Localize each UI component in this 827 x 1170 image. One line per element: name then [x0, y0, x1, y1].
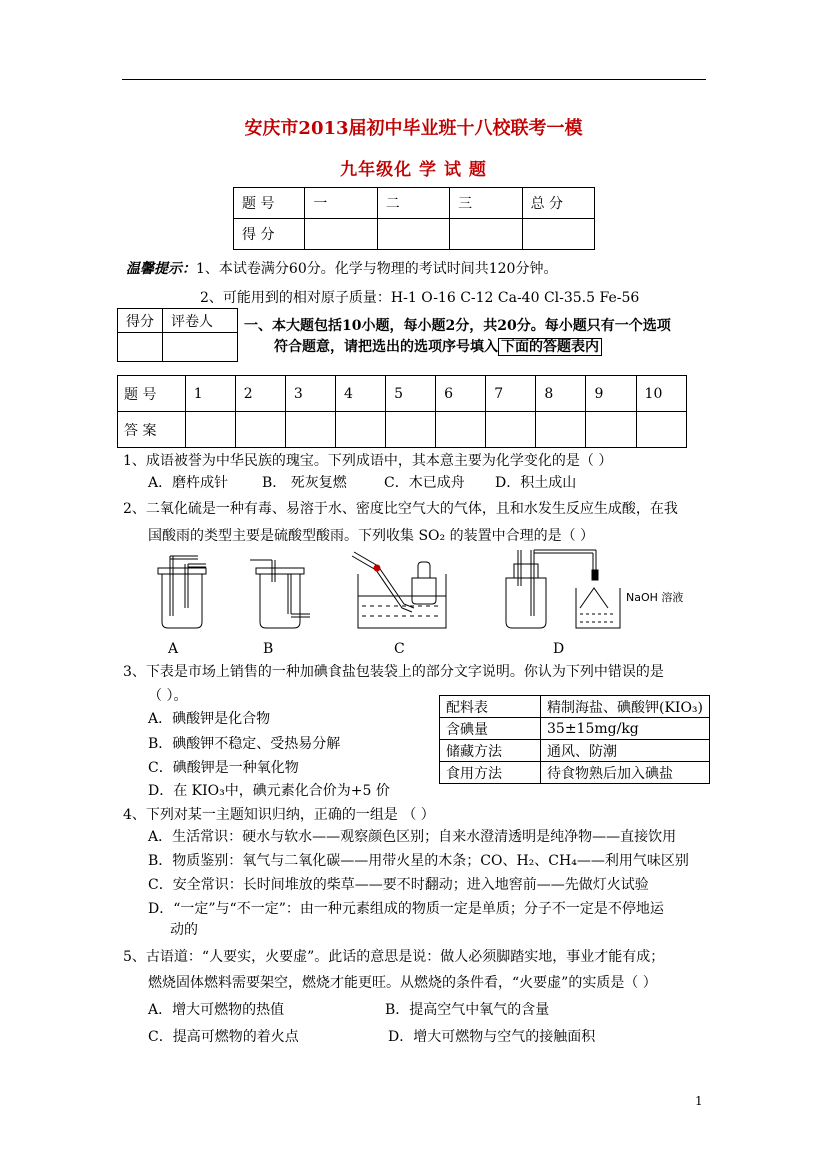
apparatus-label-b: B — [263, 641, 274, 657]
q3-stem-1: 3、下表是市场上销售的一种加碘食盐包装袋上的部分文字说明。你认为下列中错误的是 — [123, 664, 664, 680]
answer-row-label: 答 案 — [118, 412, 186, 448]
q2-stem-1: 2、二氧化硫是一种有毒、易溶于水、密度比空气大的气体，且和水发生反应生成酸，在我 — [123, 501, 678, 517]
answer-header-cell: 8 — [536, 376, 586, 412]
grader-box — [117, 308, 238, 362]
score-cell — [522, 219, 594, 250]
answer-header-cell: 4 — [335, 376, 385, 412]
apparatus-a-icon — [158, 556, 206, 628]
answer-header-cell: 1 — [185, 376, 235, 412]
q5-option-b: B．提高空气中氧气的含量 — [385, 1002, 550, 1018]
apparatus-label-d: D — [553, 641, 565, 657]
tips-label: 温馨提示： — [126, 261, 196, 277]
q4-stem: 4、下列对某一主题知识归纳，正确的一组是 （ ） — [123, 807, 435, 823]
answer-header-cell: 5 — [386, 376, 436, 412]
tips-text-1: 1、本试卷满分60分。化学与物理的考试时间共120分钟。 — [196, 261, 558, 277]
apparatus-b-icon — [250, 560, 310, 628]
section1-line-2 — [274, 338, 602, 356]
tube-clamp-icon — [374, 565, 380, 571]
q5-stem-2: 燃烧固体燃料需要架空，燃烧才能更旺。从燃烧的条件看，“火要虚”的实质是（ ） — [148, 975, 657, 991]
salt-table-value: 待食物熟后加入碘盐 — [541, 762, 710, 784]
q3-option-b: B．碘酸钾不稳定、受热易分解 — [148, 736, 341, 752]
q4-option-a: A．生活常识：硬水与软水——观察颜色区别；自来水澄清透明是纯净物——直接饮用 — [148, 829, 677, 845]
salt-table-key: 食用方法 — [440, 762, 541, 784]
answer-header-cell: 7 — [486, 376, 536, 412]
q1-option-a: A．磨杵成针 — [148, 475, 229, 491]
answer-cell — [335, 412, 385, 448]
apparatus-c-icon — [352, 552, 446, 628]
tips-line-2: 2、可能用到的相对原子质量：H-1 O-16 C-12 Ca-40 Cl-35.5 Fe-56 — [200, 290, 640, 306]
score-header-cell: 二 — [377, 188, 449, 219]
section1-boxed-text: 下面的答题表内 — [498, 338, 602, 356]
grader-score-label: 得分 — [118, 309, 163, 333]
answer-cell — [586, 412, 636, 448]
answer-cell — [486, 412, 536, 448]
salt-table-value: 精制海盐、碘酸钾(KIO₃) — [541, 696, 710, 718]
q3-option-c: C．碘酸钾是一种氧化物 — [148, 760, 299, 776]
score-cell — [305, 219, 377, 250]
answer-cell — [636, 412, 686, 448]
exam-subtitle: 九年级化 学 试 题 — [340, 160, 487, 180]
answer-header-cell: 10 — [636, 376, 686, 412]
answer-cell — [285, 412, 335, 448]
rubber-joint-icon — [592, 570, 598, 580]
apparatus-label-a: A — [168, 641, 179, 657]
salt-table-key: 含碘量 — [440, 718, 541, 740]
answer-cell — [235, 412, 285, 448]
answer-header-cell: 2 — [235, 376, 285, 412]
salt-table-key: 储藏方法 — [440, 740, 541, 762]
salt-table-value: 通风、防潮 — [541, 740, 710, 762]
q4-option-d-line-1: D．“一定”与“不一定”：由一种元素组成的物质一定是单质；分子不一定是不停地运 — [148, 901, 664, 917]
answer-header-cell: 6 — [436, 376, 486, 412]
q1-stem: 1、成语被誉为中华民族的瑰宝。下列成语中，其本意主要为化学变化的是（ ） — [123, 453, 613, 469]
answer-table — [117, 375, 687, 448]
exam-title: 安庆市2013届初中毕业班十八校联考一模 — [244, 118, 583, 139]
score-table — [233, 187, 595, 250]
answer-cell — [386, 412, 436, 448]
q4-option-c: C．安全常识：长时间堆放的柴草——要不时翻动；进入地窖前——先做灯火试验 — [148, 877, 649, 893]
score-header-cell: 题 号 — [234, 188, 305, 219]
section1-instruction: 符合题意，请把选出的选项序号填入 — [274, 339, 498, 355]
q3-option-d: D．在 KIO₃中，碘元素化合价为+5 价 — [148, 783, 390, 799]
section1-line-1: 一、本大题包括10小题，每小题2分，共20分。每小题只有一个选项 — [244, 318, 671, 334]
score-row-label: 得 分 — [234, 219, 305, 250]
q1-option-b: B． 死灰复燃 — [262, 475, 347, 491]
apparatus-label-c: C — [394, 641, 405, 657]
q5-option-d: D．增大可燃物与空气的接触面积 — [388, 1029, 596, 1045]
q3-stem-2: （ ）。 — [148, 688, 188, 704]
q1-option-c: C．木已成舟 — [384, 475, 465, 491]
grader-name-label: 评卷人 — [163, 309, 238, 333]
q2-stem-2: 国酸雨的类型主要是硫酸型酸雨。下列收集 SO₂ 的装置中合理的是（ ） — [148, 528, 595, 544]
q1-option-d: D．积土成山 — [495, 475, 577, 491]
score-cell — [450, 219, 522, 250]
answer-header-label: 题 号 — [118, 376, 186, 412]
score-header-cell: 总 分 — [522, 188, 594, 219]
page-number: 1 — [695, 1094, 703, 1108]
q4-option-d-line-2: 动的 — [170, 922, 198, 938]
apparatus-d-icon — [506, 550, 620, 628]
answer-header-cell: 3 — [285, 376, 335, 412]
q5-stem-1: 5、古语道：“人要实，火要虚”。此话的意思是说：做人必须脚踏实地，事业才能有成； — [123, 949, 665, 965]
naoh-solution-label: NaOH 溶液 — [626, 591, 684, 604]
grader-score-cell — [118, 333, 163, 362]
grader-name-cell — [163, 333, 238, 362]
salt-table-key: 配料表 — [440, 696, 541, 718]
tips-line-1 — [126, 260, 557, 278]
q5-option-a: A．增大可燃物的热值 — [148, 1002, 285, 1018]
answer-header-cell: 9 — [586, 376, 636, 412]
answer-cell — [185, 412, 235, 448]
salt-table-value: 35±15mg/kg — [541, 718, 710, 740]
answer-cell — [536, 412, 586, 448]
answer-cell — [436, 412, 486, 448]
score-header-cell: 三 — [450, 188, 522, 219]
q3-option-a: A．碘酸钾是化合物 — [148, 711, 271, 727]
q4-option-b: B．物质鉴别：氧气与二氧化碳——用带火星的木条；CO、H₂、CH₄——利用气味区别 — [148, 853, 689, 869]
score-cell — [377, 219, 449, 250]
score-header-cell: 一 — [305, 188, 377, 219]
salt-label-table — [439, 695, 710, 784]
header-rule — [122, 79, 706, 80]
q5-option-c: C．提高可燃物的着火点 — [148, 1029, 299, 1045]
